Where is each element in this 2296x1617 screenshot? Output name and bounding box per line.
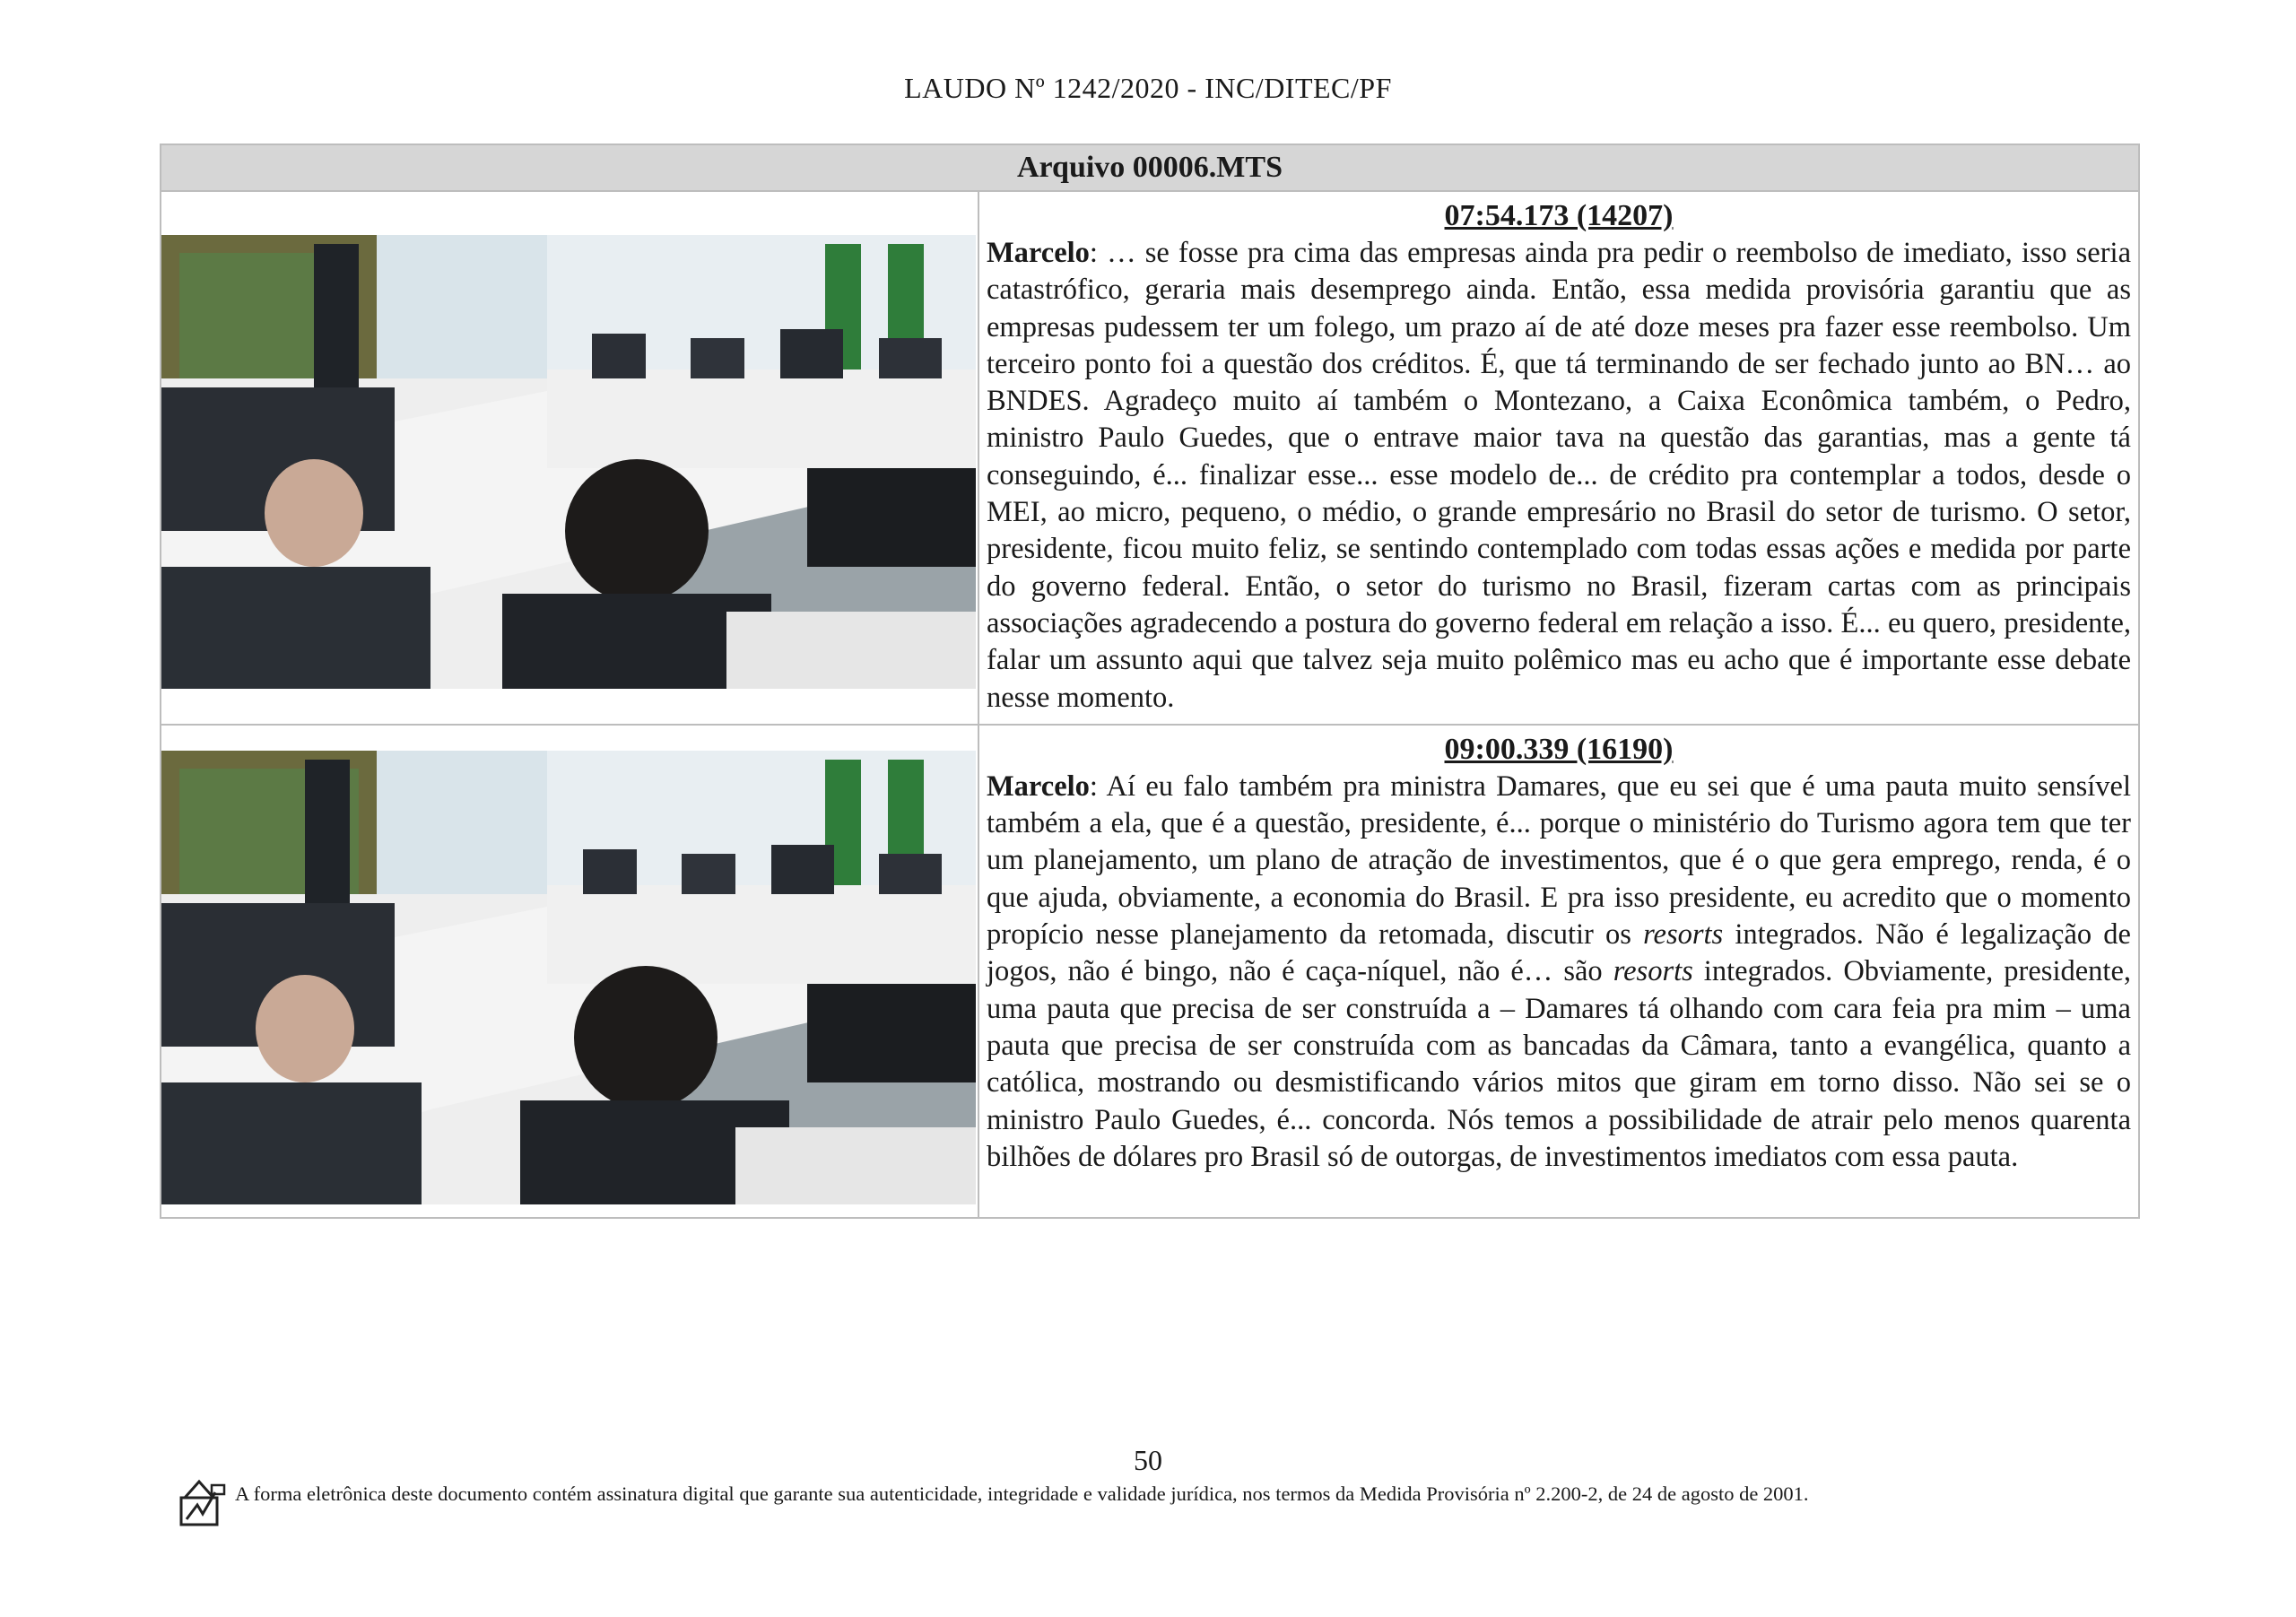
timestamp: 07:54.173 (14207) <box>1444 199 1674 232</box>
speech-text-italic: resorts <box>1643 918 1724 952</box>
digital-signature-icon <box>176 1478 230 1528</box>
table-row <box>161 725 2139 1218</box>
table-row <box>161 191 2139 725</box>
file-title: Arquivo 00006.MTS <box>161 144 2139 191</box>
video-frame-cell <box>161 191 978 725</box>
transcript-table <box>160 143 2140 1219</box>
footer-text: A forma eletrônica deste documento contém assinatura digital que garante sua autenticidade, integridade e validade jurídica, nos termos da Medida Provisória nº 2.200-2, de 24 de agosto de 2001. <box>235 1482 1809 1505</box>
speech-text: : Aí eu falo também pra ministra Damares, que eu sei que é uma pauta muito sensível também a ela, que é a questão, presidente, é... porque o ministério do Turismo agora tem que ter um planejamento, um plano de atração de investimentos, que é o que gera emprego, renda, é o que ajuda, obviamente, a economia do Brasil. E pra isso presidente, eu acredito que o momento propício nesse planejamento da retomada, discutir os <box>987 769 2131 952</box>
speech-text: integrados. Não é legalização de jogos, não é bingo, não é caça-níquel, não é… são <box>987 918 2131 988</box>
video-frame-cell <box>161 725 978 1218</box>
transcript-text <box>987 235 2131 717</box>
timestamp: 09:00.339 (16190) <box>1444 732 1674 766</box>
transcript-cell <box>978 191 2139 725</box>
speaker-name: Marcelo <box>987 237 1090 269</box>
page-number: 50 <box>1134 1444 1162 1476</box>
transcript-text <box>987 769 2131 1176</box>
speech-text: : … se fosse pra cima das empresas ainda pra pedir o reembolso de imediato, isso seria catastrófico, geraria mais desemprego ainda. Então, essa medida provisória garantiu que as empresas pudessem ter um folego, um prazo aí de até doze meses pra fazer esse reembolso. Um terceiro ponto foi a questão dos créditos. É, que tá terminando de ser fechado junto ao BN… ao BNDES. Agradeço muito aí também o Montezano, a Caixa Econômica também, o Pedro, ministro Paulo Guedes, que o entrave maior tava na questão das garantias, mas a gente tá conseguindo, é... finalizar esse... esse modelo de... de crédito pra contemplar a todos, desde o MEI, ao micro, pequeno, o médio, o grande empresário no Brasil do setor de turismo. O setor, presidente, ficou muito feliz, se sentindo contemplado com todas essas ações e medida por parte do governo federal. Então, o setor do turismo no Brasil, fizeram cartas com as principais associações agradecendo a postura do governo federal em relação a isso. É... eu quero, presidente, falar um assunto aqui que talvez seja muito polêmico mas eu acho que é importante esse debate nesse momento. <box>987 237 2131 714</box>
report-header: LAUDO Nº 1242/2020 - INC/DITEC/PF <box>904 72 1392 104</box>
transcript-cell <box>978 725 2139 1218</box>
speaker-name: Marcelo <box>987 769 1090 803</box>
speech-text: integrados. Obviamente, presidente, uma pauta que precisa de ser construída a – Damares tá olhando com cara feia pra mim – uma pauta que precisa de ser construída com as bancadas da Câmara, tanto a evangélica, quanto a católica, mostrando ou desmistificando vários mitos que giram em torno disso. Não sei se o ministro Paulo Guedes, é... concorda. Nós temos a possibilidade de atrair pelo menos quarenta bilhões de dólares pro Brasil só de outorgas, de investimentos imediatos com essa pauta. <box>987 955 2131 1173</box>
footer <box>176 1469 2140 1532</box>
speech-text-italic: resorts <box>1613 955 1693 988</box>
video-frame-photo <box>161 235 976 689</box>
video-frame-photo <box>161 751 976 1204</box>
